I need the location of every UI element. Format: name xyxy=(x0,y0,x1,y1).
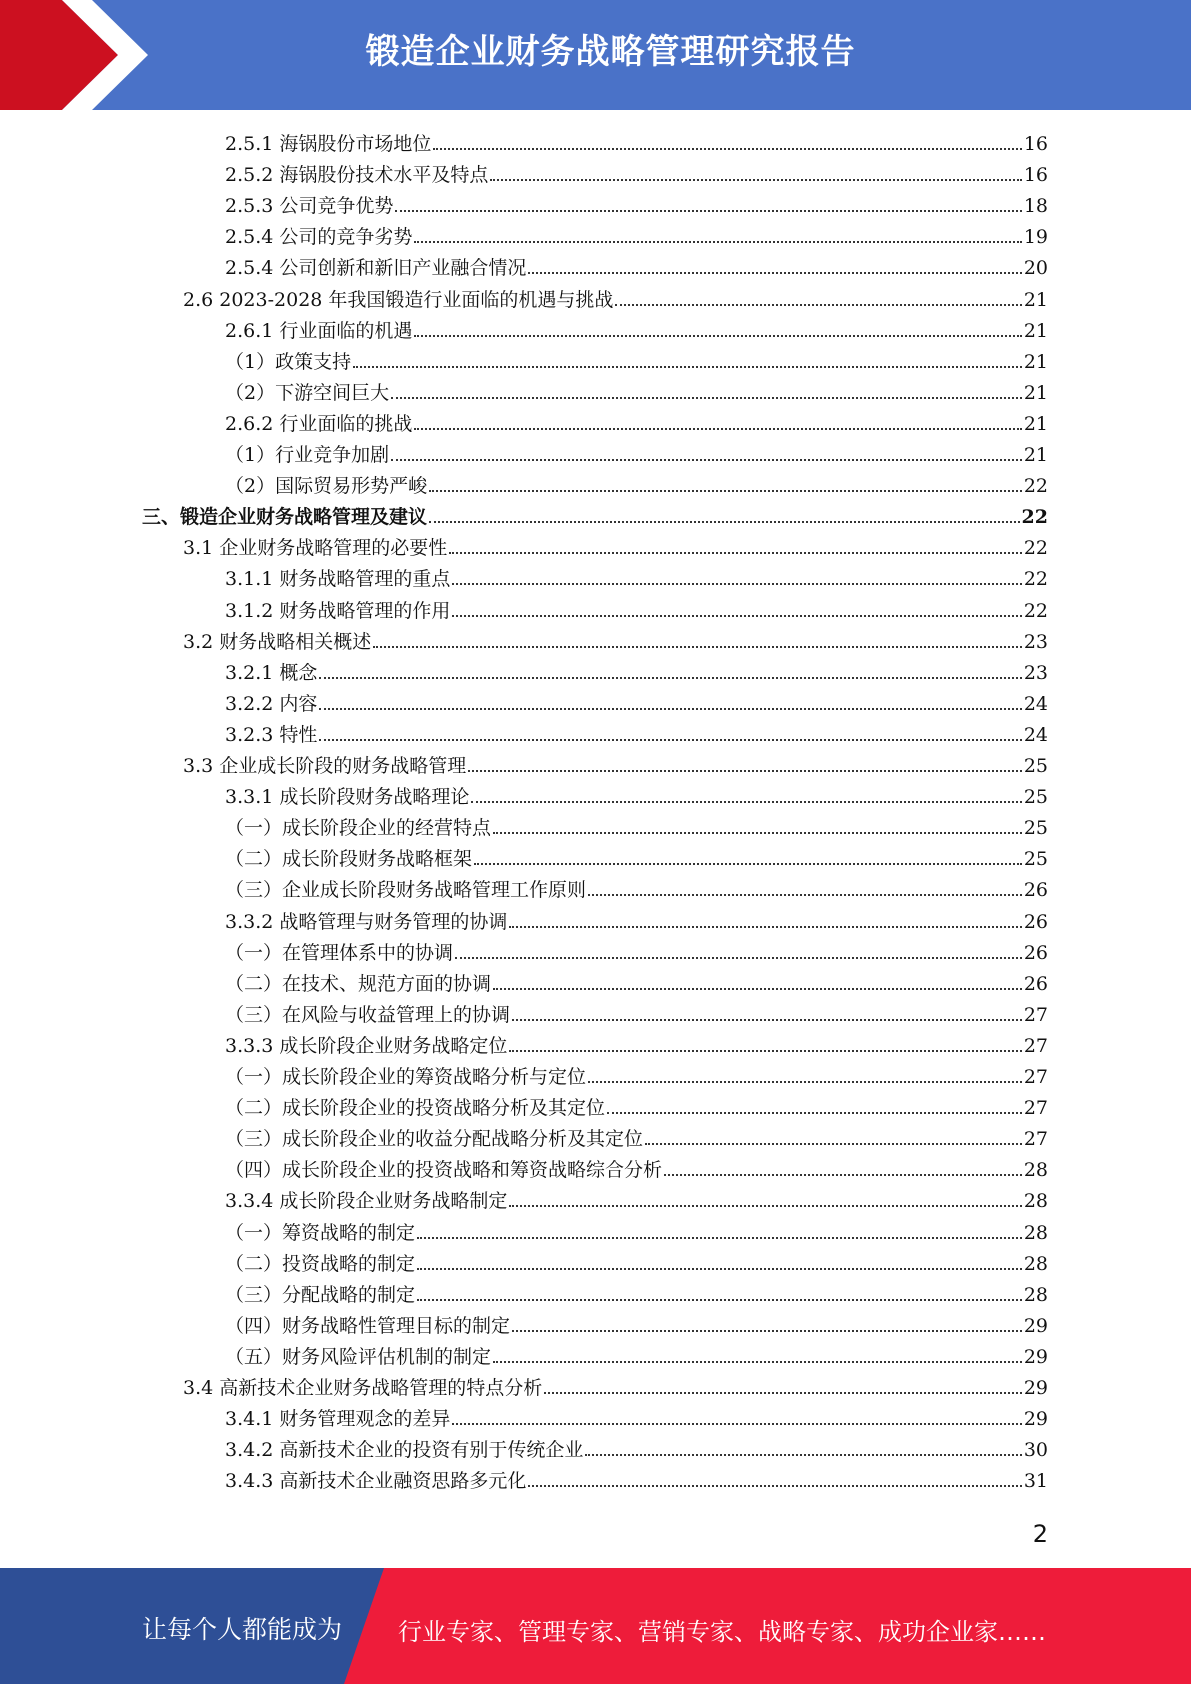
toc-entry-page: 26 xyxy=(1023,910,1048,933)
toc-dot-leader xyxy=(452,583,1021,585)
toc-entry-title: 3.2 财务战略相关概述 xyxy=(183,630,372,653)
toc-entry-page: 31 xyxy=(1023,1470,1048,1493)
toc-dot-leader xyxy=(512,1330,1022,1332)
toc-dot-leader xyxy=(373,646,1022,648)
toc-dot-leader xyxy=(452,615,1021,617)
toc-entry[interactable] xyxy=(225,779,1048,810)
toc-entry-title: 3.3 企业成长阶段的财务战略管理 xyxy=(183,755,467,777)
toc-entry[interactable] xyxy=(225,655,1048,686)
toc-dot-leader xyxy=(493,1361,1022,1363)
toc-entry-page: 18 xyxy=(1023,195,1048,218)
toc-entry-page: 26 xyxy=(1023,941,1048,964)
toc-dot-leader xyxy=(474,863,1022,865)
toc-entry[interactable] xyxy=(225,935,1048,966)
toc-entry-page: 21 xyxy=(1023,288,1048,311)
toc-entry-title: （一）筹资战略的制定 xyxy=(225,1221,416,1244)
toc-dot-leader xyxy=(645,1143,1022,1145)
toc-entry[interactable] xyxy=(225,219,1048,250)
toc-entry[interactable] xyxy=(183,1370,1048,1401)
toc-entry-page: 30 xyxy=(1023,1439,1048,1462)
toc-entry-title: 3.3.2 战略管理与财务管理的协调 xyxy=(225,910,508,933)
footer-banner xyxy=(0,1568,1191,1684)
toc-entry-title: 2.5.1 海锅股份市场地位 xyxy=(225,133,432,155)
toc-entry[interactable] xyxy=(225,1401,1048,1432)
toc-entry[interactable] xyxy=(142,499,1048,530)
toc-entry-title: （三）分配战略的制定 xyxy=(225,1283,416,1306)
toc-entry-page: 16 xyxy=(1023,164,1048,187)
toc-entry-title: （一）成长阶段企业的筹资战略分析与定位 xyxy=(225,1066,587,1088)
toc-dot-leader xyxy=(528,272,1021,274)
toc-dot-leader xyxy=(449,552,1022,554)
toc-entry[interactable] xyxy=(225,1339,1048,1370)
toc-dot-leader xyxy=(509,926,1021,928)
toc-dot-leader xyxy=(414,428,1021,430)
toc-entry-title: 2.6 2023-2028 年我国锻造行业面临的机遇与挑战 xyxy=(183,288,614,311)
toc-entry-page: 25 xyxy=(1023,786,1048,809)
toc-dot-leader xyxy=(544,1392,1022,1394)
toc-entry-title: 3.2.1 概念 xyxy=(225,661,318,684)
toc-entry-page: 16 xyxy=(1023,133,1048,155)
toc-entry[interactable] xyxy=(225,1059,1048,1090)
toc-entry-page: 25 xyxy=(1023,817,1048,840)
toc-entry[interactable] xyxy=(225,1152,1048,1183)
toc-entry-page: 29 xyxy=(1023,1377,1048,1399)
toc-dot-leader xyxy=(319,739,1021,741)
toc-entry-page: 21 xyxy=(1023,381,1048,404)
toc-entry[interactable] xyxy=(225,1090,1048,1121)
toc-entry[interactable] xyxy=(225,1028,1048,1059)
toc-entry-title: （三）在风险与收益管理上的协调 xyxy=(225,1003,511,1026)
toc-entry[interactable] xyxy=(225,1121,1048,1152)
toc-entry-page: 28 xyxy=(1023,1159,1048,1182)
toc-entry-page: 25 xyxy=(1023,755,1048,777)
toc-entry-title: 2.5.4 公司创新和新旧产业融合情况 xyxy=(225,257,527,280)
toc-entry[interactable] xyxy=(225,1432,1048,1463)
toc-entry[interactable] xyxy=(225,126,1048,157)
toc-entry-page: 29 xyxy=(1023,1345,1048,1368)
toc-entry-title: （1）行业竞争加剧 xyxy=(225,444,390,466)
toc-entry-page: 27 xyxy=(1023,1003,1048,1026)
toc-entry-title: 2.5.4 公司的竞争劣势 xyxy=(225,226,413,249)
toc-entry-title: 2.5.3 公司竞争优势 xyxy=(225,195,394,218)
toc-entry-title: （三）企业成长阶段财务战略管理工作原则 xyxy=(225,879,587,902)
toc-entry[interactable] xyxy=(225,157,1048,188)
toc-entry[interactable] xyxy=(183,530,1048,561)
toc-entry-page: 28 xyxy=(1023,1221,1048,1244)
page-number: 2 xyxy=(1032,1520,1048,1548)
toc-entry[interactable] xyxy=(225,437,1048,468)
toc-entry[interactable] xyxy=(225,375,1048,406)
toc-entry[interactable] xyxy=(225,406,1048,437)
toc-entry[interactable] xyxy=(225,1183,1048,1214)
toc-entry[interactable] xyxy=(225,717,1048,748)
toc-entry-title: （2）下游空间巨大 xyxy=(225,381,390,404)
toc-dot-leader xyxy=(414,335,1021,337)
toc-dot-leader xyxy=(319,708,1021,710)
toc-entry[interactable] xyxy=(225,561,1048,592)
toc-entry-page: 21 xyxy=(1023,350,1048,373)
toc-entry-page: 26 xyxy=(1023,879,1048,902)
toc-entry-page: 20 xyxy=(1023,257,1048,280)
toc-entry-page: 22 xyxy=(1023,475,1048,498)
toc-entry-page: 22 xyxy=(1023,537,1048,560)
toc-entry-title: 3.3.3 成长阶段企业财务战略定位 xyxy=(225,1034,508,1057)
toc-entry[interactable] xyxy=(225,810,1048,841)
toc-entry-page: 22 xyxy=(1023,568,1048,591)
toc-entry-page: 25 xyxy=(1023,848,1048,871)
toc-dot-leader xyxy=(429,490,1022,492)
toc-entry-title: 3.4.2 高新技术企业的投资有别于传统企业 xyxy=(225,1439,584,1462)
toc-entry-page: 24 xyxy=(1023,723,1048,746)
toc-dot-leader xyxy=(468,770,1022,772)
toc-entry[interactable] xyxy=(225,344,1048,375)
toc-entry-title: 2.5.2 海锅股份技术水平及特点 xyxy=(225,164,489,187)
toc-entry-title: （四）财务战略性管理目标的制定 xyxy=(225,1314,511,1337)
toc-dot-leader xyxy=(509,1050,1021,1052)
toc-dot-leader xyxy=(493,832,1022,834)
toc-entry[interactable] xyxy=(225,1277,1048,1308)
toc-dot-leader xyxy=(493,988,1022,990)
toc-entry[interactable] xyxy=(183,282,1048,313)
toc-dot-leader xyxy=(509,1205,1021,1207)
toc-dot-leader xyxy=(588,894,1022,896)
toc-dot-leader xyxy=(615,304,1021,306)
toc-entry-title: （二）成长阶段企业的投资战略分析及其定位 xyxy=(225,1097,606,1120)
toc-entry-title: 3.1.1 财务战略管理的重点 xyxy=(225,568,451,591)
toc-entry[interactable] xyxy=(225,904,1048,935)
toc-entry-title: （二）在技术、规范方面的协调 xyxy=(225,972,492,995)
toc-entry[interactable] xyxy=(225,313,1048,344)
toc-entry[interactable] xyxy=(225,872,1048,903)
toc-entry-page: 21 xyxy=(1023,412,1048,435)
toc-entry-page: 29 xyxy=(1023,1314,1048,1337)
toc-entry-page: 22 xyxy=(1021,506,1048,529)
toc-entry-title: （一）成长阶段企业的经营特点 xyxy=(225,817,492,840)
toc-entry-page: 21 xyxy=(1023,444,1048,466)
toc-entry-page: 19 xyxy=(1023,226,1048,249)
toc-entry[interactable] xyxy=(225,593,1048,624)
toc-entry[interactable] xyxy=(183,748,1048,779)
toc-dot-leader xyxy=(664,1174,1022,1176)
toc-entry-page: 29 xyxy=(1023,1408,1048,1431)
toc-entry-page: 28 xyxy=(1023,1190,1048,1213)
footer-slogan-left: 让每个人都能成为 xyxy=(142,1615,343,1644)
toc-dot-leader xyxy=(429,521,1020,523)
toc-entry[interactable] xyxy=(225,1246,1048,1277)
toc-dot-leader xyxy=(417,1237,1022,1239)
toc-dot-leader xyxy=(607,1112,1022,1114)
toc-dot-leader xyxy=(417,1268,1022,1270)
toc-dot-leader xyxy=(433,148,1021,150)
toc-entry[interactable] xyxy=(225,188,1048,219)
toc-dot-leader xyxy=(512,1019,1022,1021)
toc-entry[interactable] xyxy=(225,966,1048,997)
toc-entry-title: 3.4.1 财务管理观念的差异 xyxy=(225,1408,451,1431)
toc-entry[interactable] xyxy=(225,841,1048,872)
toc-entry[interactable] xyxy=(225,686,1048,717)
toc-dot-leader xyxy=(528,1485,1021,1487)
toc-entry-title: （三）成长阶段企业的收益分配战略分析及其定位 xyxy=(225,1128,644,1151)
toc-entry-page: 27 xyxy=(1023,1128,1048,1151)
toc-entry-title: 3.1 企业财务战略管理的必要性 xyxy=(183,537,448,560)
toc-entry-page: 22 xyxy=(1023,599,1048,622)
toc-entry-page: 27 xyxy=(1023,1066,1048,1088)
header-banner xyxy=(0,0,1191,110)
toc-entry-title: （二）成长阶段财务战略框架 xyxy=(225,848,473,871)
toc-entry-title: （1）政策支持 xyxy=(225,350,352,373)
toc-dot-leader xyxy=(455,957,1022,959)
toc-entry-title: 3.1.2 财务战略管理的作用 xyxy=(225,599,451,622)
report-title: 锻造企业财务战略管理研究报告 xyxy=(365,32,856,72)
toc-entry-title: 三、锻造企业财务战略管理及建议 xyxy=(142,506,428,529)
toc-entry-title: 3.3.4 成长阶段企业财务战略制定 xyxy=(225,1190,508,1213)
toc-dot-leader xyxy=(414,241,1021,243)
toc-dot-leader xyxy=(588,1081,1022,1083)
toc-entry-title: （四）成长阶段企业的投资战略和筹资战略综合分析 xyxy=(225,1159,663,1182)
toc-dot-leader xyxy=(391,459,1022,461)
toc-entry-title: （二）投资战略的制定 xyxy=(225,1252,416,1275)
toc-entry[interactable] xyxy=(225,250,1048,281)
toc-entry[interactable] xyxy=(225,468,1048,499)
toc-entry-page: 23 xyxy=(1023,630,1048,653)
toc-entry-title: 3.3.1 成长阶段财务战略理论 xyxy=(225,786,470,809)
toc-entry-page: 28 xyxy=(1023,1252,1048,1275)
toc-dot-leader xyxy=(471,801,1021,803)
toc-dot-leader xyxy=(319,677,1021,679)
toc-entry-page: 27 xyxy=(1023,1034,1048,1057)
toc-entry-page: 26 xyxy=(1023,972,1048,995)
toc-entry-title: （五）财务风险评估机制的制定 xyxy=(225,1345,492,1368)
toc-entry[interactable] xyxy=(225,1308,1048,1339)
toc-entry-title: （一）在管理体系中的协调 xyxy=(225,941,454,964)
toc-entry-page: 27 xyxy=(1023,1097,1048,1120)
toc-dot-leader xyxy=(417,1299,1022,1301)
toc-entry-title: 3.2.3 特性 xyxy=(225,723,318,746)
toc-entry-page: 24 xyxy=(1023,692,1048,715)
toc-entry-page: 23 xyxy=(1023,661,1048,684)
toc-entry-title: 3.4.3 高新技术企业融资思路多元化 xyxy=(225,1470,527,1493)
toc-dot-leader xyxy=(452,1423,1021,1425)
toc-dot-leader xyxy=(585,1454,1021,1456)
toc-entry[interactable] xyxy=(183,624,1048,655)
toc-entry-title: 3.2.2 内容 xyxy=(225,692,318,715)
toc-dot-leader xyxy=(391,397,1022,399)
toc-entry[interactable] xyxy=(225,997,1048,1028)
toc-entry-page: 21 xyxy=(1023,319,1048,342)
toc-entry[interactable] xyxy=(225,1463,1048,1494)
toc-dot-leader xyxy=(395,210,1021,212)
toc-entry-title: 2.6.1 行业面临的机遇 xyxy=(225,319,413,342)
toc-entry-page: 28 xyxy=(1023,1283,1048,1306)
toc-dot-leader xyxy=(490,179,1021,181)
footer-slogan-right: 行业专家、管理专家、营销专家、战略专家、成功企业家…… xyxy=(398,1618,1046,1646)
toc-entry-title: 3.4 高新技术企业财务战略管理的特点分析 xyxy=(183,1377,543,1399)
toc-entry-title: （2）国际贸易形势严峻 xyxy=(225,475,428,498)
toc-entry-title: 2.6.2 行业面临的挑战 xyxy=(225,412,413,435)
toc-dot-leader xyxy=(353,366,1022,368)
toc-entry[interactable] xyxy=(225,1215,1048,1246)
